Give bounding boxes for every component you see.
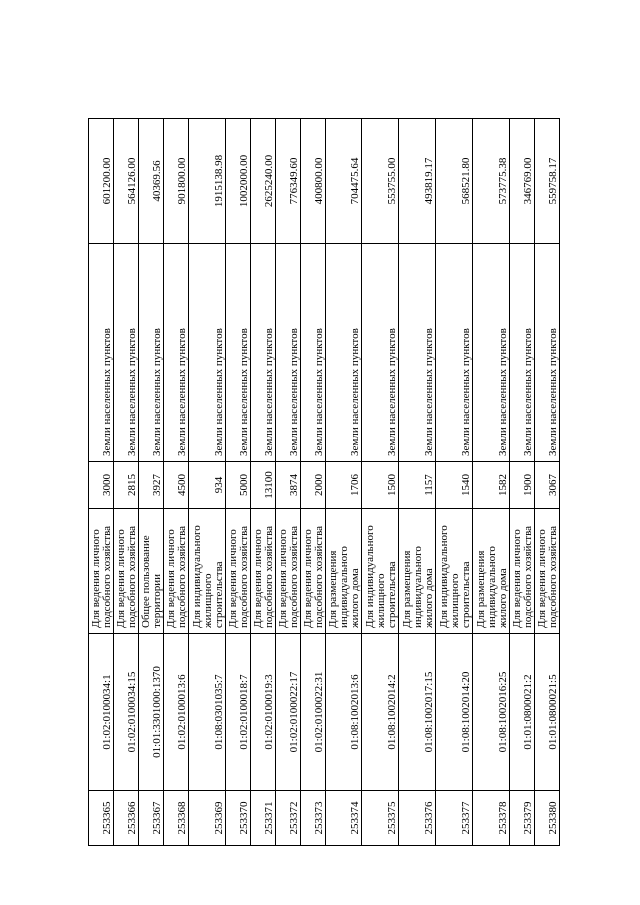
permitted-use-cell: Для размещения индивидуального жилого дома xyxy=(399,509,436,634)
land-category-cell: Земли населенных пунктов xyxy=(188,244,225,462)
land-category-cell: Земли населенных пунктов xyxy=(250,244,275,462)
record-id-cell: 253377 xyxy=(436,791,473,846)
area-cell: 1582 xyxy=(473,462,510,509)
area-cell: 3927 xyxy=(138,462,163,509)
permitted-use-cell: Для индивидуального жилищного строительства xyxy=(436,509,473,634)
table-row xyxy=(113,119,138,846)
cadastral-value-cell: 400800.00 xyxy=(300,119,325,244)
land-category-cell: Земли населенных пунктов xyxy=(275,244,300,462)
record-id-cell: 253367 xyxy=(138,791,163,846)
permitted-use-cell: Для ведения личного подсобного хозяйства xyxy=(225,509,250,634)
cadastral-value-cell: 601200.00 xyxy=(89,119,114,244)
cadastral-value-cell: 704475.64 xyxy=(325,119,362,244)
land-category-cell: Земли населенных пунктов xyxy=(113,244,138,462)
table-row xyxy=(300,119,325,846)
area-cell: 5000 xyxy=(225,462,250,509)
permitted-use-cell: Для индивидуального жилищного строительства xyxy=(362,509,399,634)
area-cell: 2000 xyxy=(300,462,325,509)
cadastral-number-cell: 01:02:0100019:3 xyxy=(250,634,275,791)
land-category-cell: Земли населенных пунктов xyxy=(163,244,188,462)
table-row xyxy=(275,119,300,846)
land-plots-table xyxy=(88,118,560,846)
area-cell: 934 xyxy=(188,462,225,509)
cadastral-number-cell: 01:08:1002013:6 xyxy=(325,634,362,791)
table-row xyxy=(534,119,559,846)
area-cell: 1500 xyxy=(362,462,399,509)
table-row xyxy=(325,119,362,846)
cadastral-number-cell: 01:08:0301035:7 xyxy=(188,634,225,791)
permitted-use-cell: Для ведения личного подсобного хозяйства xyxy=(534,509,559,634)
land-category-cell: Земли населенных пунктов xyxy=(436,244,473,462)
cadastral-number-cell: 01:08:1002017:15 xyxy=(399,634,436,791)
area-cell: 1540 xyxy=(436,462,473,509)
cadastral-value-cell: 776349.60 xyxy=(275,119,300,244)
cadastral-number-cell: 01:02:0100018:7 xyxy=(225,634,250,791)
cadastral-value-cell: 901800.00 xyxy=(163,119,188,244)
permitted-use-cell: Для ведения личного подсобного хозяйства xyxy=(300,509,325,634)
table-row xyxy=(473,119,510,846)
permitted-use-cell: Для ведения личного подсобного хозяйства xyxy=(163,509,188,634)
table-row xyxy=(89,119,114,846)
area-cell: 3067 xyxy=(534,462,559,509)
land-category-cell: Земли населенных пунктов xyxy=(300,244,325,462)
record-id-cell: 253373 xyxy=(300,791,325,846)
table-row xyxy=(138,119,163,846)
record-id-cell: 253369 xyxy=(188,791,225,846)
cadastral-value-cell: 493819.17 xyxy=(399,119,436,244)
record-id-cell: 253376 xyxy=(399,791,436,846)
table-row xyxy=(362,119,399,846)
record-id-cell: 253370 xyxy=(225,791,250,846)
cadastral-value-cell: 568521.80 xyxy=(436,119,473,244)
record-id-cell: 253380 xyxy=(534,791,559,846)
table-row xyxy=(250,119,275,846)
area-cell: 1157 xyxy=(399,462,436,509)
table-row xyxy=(509,119,534,846)
cadastral-value-cell: 573775.38 xyxy=(473,119,510,244)
land-category-cell: Земли населенных пунктов xyxy=(225,244,250,462)
cadastral-number-cell: 01:02:0100034:1 xyxy=(89,634,114,791)
rotated-table-wrapper xyxy=(88,119,560,846)
record-id-cell: 253372 xyxy=(275,791,300,846)
land-category-cell: Земли населенных пунктов xyxy=(138,244,163,462)
permitted-use-cell: Для ведения личного подсобного хозяйства xyxy=(509,509,534,634)
permitted-use-cell: Для размещения индивидуального жилого дома xyxy=(325,509,362,634)
record-id-cell: 253375 xyxy=(362,791,399,846)
table-row xyxy=(399,119,436,846)
area-cell: 1900 xyxy=(509,462,534,509)
land-category-cell: Земли населенных пунктов xyxy=(362,244,399,462)
area-cell: 13100 xyxy=(250,462,275,509)
cadastral-value-cell: 564126.00 xyxy=(113,119,138,244)
cadastral-number-cell: 01:08:1002014:20 xyxy=(436,634,473,791)
cadastral-number-cell: 01:08:1002014:2 xyxy=(362,634,399,791)
cadastral-number-cell: 01:02:0100013:6 xyxy=(163,634,188,791)
land-category-cell: Земли населенных пунктов xyxy=(473,244,510,462)
cadastral-value-cell: 2625240.00 xyxy=(250,119,275,244)
land-category-cell: Земли населенных пунктов xyxy=(325,244,362,462)
area-cell: 2815 xyxy=(113,462,138,509)
table-row xyxy=(225,119,250,846)
cadastral-value-cell: 40369.56 xyxy=(138,119,163,244)
land-category-cell: Земли населенных пунктов xyxy=(89,244,114,462)
permitted-use-cell: Для ведения личного подсобного хозяйства xyxy=(89,509,114,634)
cadastral-value-cell: 553755.00 xyxy=(362,119,399,244)
land-category-cell: Земли населенных пунктов xyxy=(399,244,436,462)
land-category-cell: Земли населенных пунктов xyxy=(534,244,559,462)
area-cell: 3874 xyxy=(275,462,300,509)
record-id-cell: 253374 xyxy=(325,791,362,846)
permitted-use-cell: Для ведения личного подсобного хозяйства xyxy=(250,509,275,634)
cadastral-number-cell: 01:02:0100022:31 xyxy=(300,634,325,791)
cadastral-value-cell: 1915138.98 xyxy=(188,119,225,244)
area-cell: 4500 xyxy=(163,462,188,509)
area-cell: 3000 xyxy=(89,462,114,509)
record-id-cell: 253379 xyxy=(509,791,534,846)
record-id-cell: 253368 xyxy=(163,791,188,846)
permitted-use-cell: Для размещения индивидуального жилого дома xyxy=(473,509,510,634)
table-row xyxy=(436,119,473,846)
table-body xyxy=(89,119,560,846)
permitted-use-cell: Для индивидуального жилищного строительства xyxy=(188,509,225,634)
cadastral-number-cell: 01:01:3301000:1370 xyxy=(138,634,163,791)
record-id-cell: 253378 xyxy=(473,791,510,846)
cadastral-number-cell: 01:02:0100022:17 xyxy=(275,634,300,791)
area-cell: 1706 xyxy=(325,462,362,509)
permitted-use-cell: Для ведения личного подсобного хозяйства xyxy=(113,509,138,634)
cadastral-number-cell: 01:02:0100034:15 xyxy=(113,634,138,791)
table-row xyxy=(188,119,225,846)
table-row xyxy=(163,119,188,846)
land-category-cell: Земли населенных пунктов xyxy=(509,244,534,462)
cadastral-number-cell: 01:01:0800021:5 xyxy=(534,634,559,791)
cadastral-number-cell: 01:08:1002016:25 xyxy=(473,634,510,791)
cadastral-value-cell: 346769.00 xyxy=(509,119,534,244)
record-id-cell: 253366 xyxy=(113,791,138,846)
cadastral-value-cell: 559758.17 xyxy=(534,119,559,244)
permitted-use-cell: Общее пользование территории xyxy=(138,509,163,634)
record-id-cell: 253371 xyxy=(250,791,275,846)
cadastral-number-cell: 01:01:0800021:2 xyxy=(509,634,534,791)
record-id-cell: 253365 xyxy=(89,791,114,846)
cadastral-value-cell: 1002000.00 xyxy=(225,119,250,244)
permitted-use-cell: Для ведения личного подсобного хозяйства xyxy=(275,509,300,634)
